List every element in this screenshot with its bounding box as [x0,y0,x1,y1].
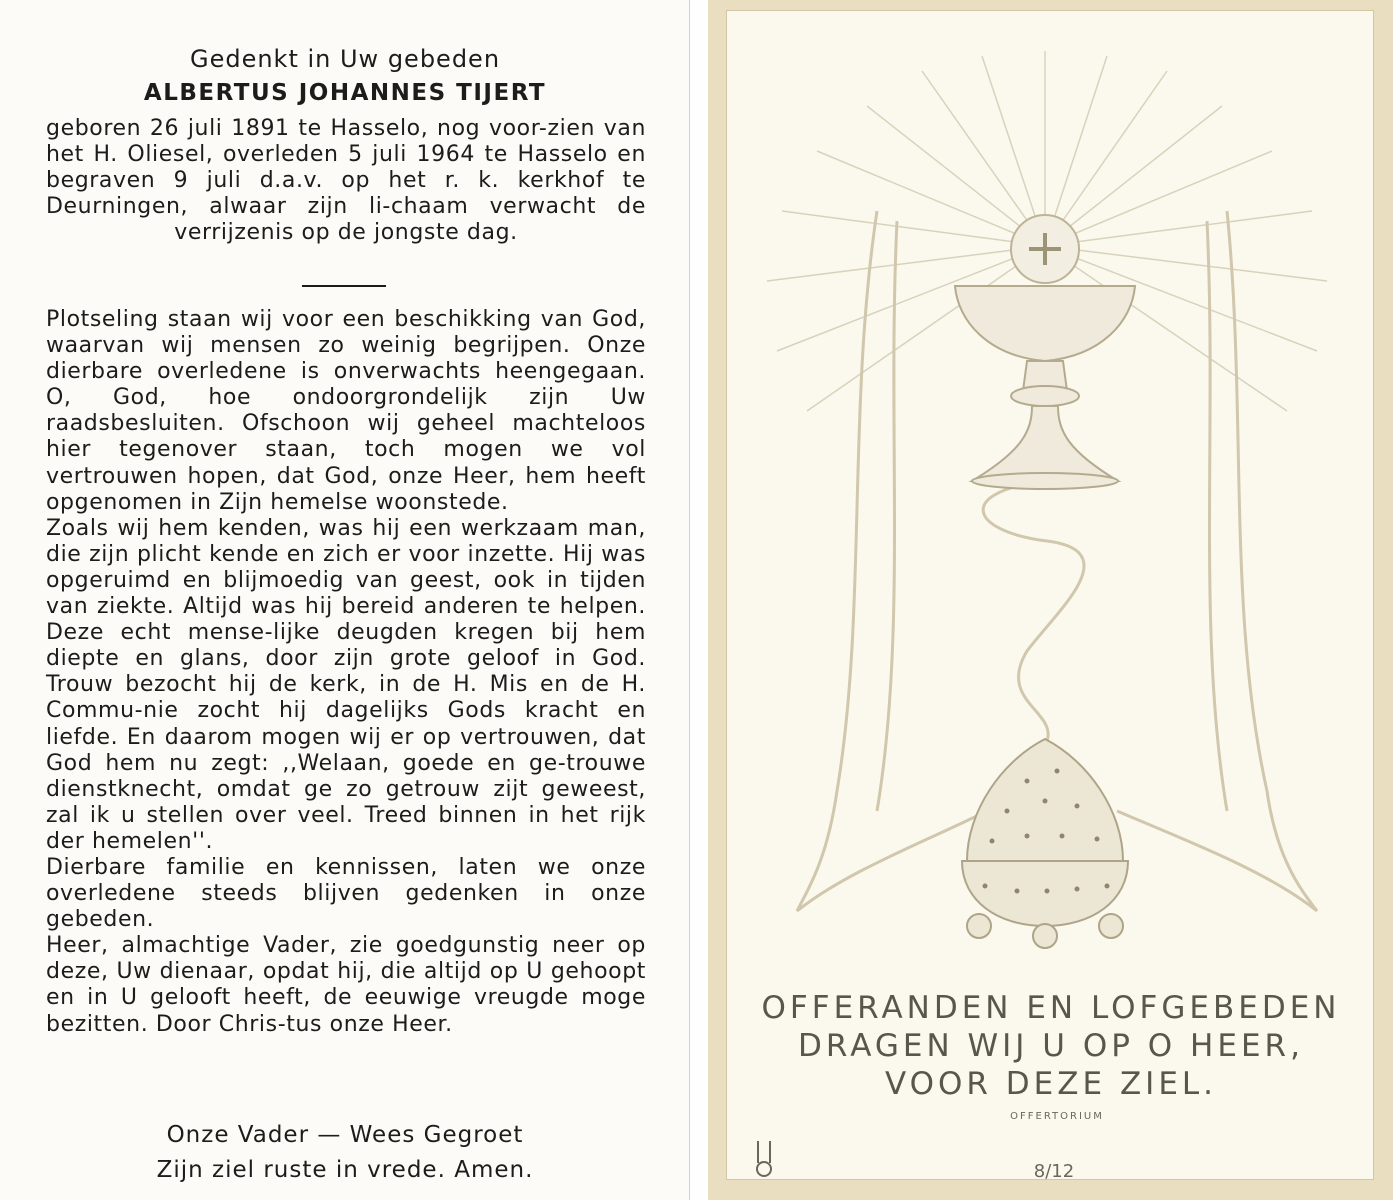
card-number: 8/12 [1033,1161,1075,1182]
biography: geboren 26 juli 1891 te Hasselo, nog voor-zien van het H. Oliesel, overleden 5 juli 1964 te Hasselo en begraven 9 juli d.a.v. op het r. k. kerkhof te Deurningen, alwaar zijn li-chaam verwacht de verrijzenis op de jongste dag. [46,116,646,245]
inscription-line: VOOR DEZE ZIEL. [884,1066,1218,1102]
inscription-source: OFFERTORIUM [1010,1111,1104,1122]
chalice-icon [955,286,1135,489]
eulogy-text [46,307,646,1038]
host-icon [1011,215,1079,283]
prayer-line-1: Onze Vader — Wees Gegroet [166,1122,524,1148]
censer-icon [962,739,1128,948]
eulogy-paragraph: Plotseling staan wij voor een beschikking van God, waarvan wij mensen zo weinig begrijpen. Onze dierbare overledene is onverwachts heengegaan. O, God, hoe ondoorgrondelijk zijn Uw raadsbesluiten. Ofschoon wij geheel machteloos hier tegenover staan, toch mogen we vol vertrouwen hopen, dat God, onze Heer, hem heeft opgenomen in Zijn hemelse woonstede. [46,307,646,515]
inscription-line: DRAGEN WIJ U OP O HEER, [798,1028,1304,1064]
artist-monogram-icon [752,1139,778,1179]
eulogy-paragraph: Dierbare familie en kennissen, laten we onze overledene steeds blijven gedenken in onze gebeden. [46,854,646,933]
card-gap [690,0,708,1200]
prayer-line-2: Zijn ziel ruste in vrede. Amen. [156,1157,534,1183]
chalice-illustration [727,11,1375,981]
inscription-line: OFFERANDEN EN LOFGEBEDEN [761,990,1341,1026]
eulogy-paragraph: Heer, almachtige Vader, zie goedgunstig neer op deze, Uw dienaar, opdat hij, die altijd op U gehoopt en in U gelooft heeft, de eeuwige vreugde moge bezitten. Door Chris-tus onze Heer. [46,933,646,1037]
memorial-card-text [0,0,690,1200]
deceased-name: ALBERTUS JOHANNES TIJERT [143,80,547,106]
eulogy-paragraph: Zoals wij hem kenden, was hij een werkzaam man, die zijn plicht kende en zich er voor inzette. Hij was opgeruimd en blijmoedig van geest, ook in tijden van ziekte. Altijd was hij bereid anderen te helpen. Deze echt mense-lijke deugden kregen bij hem diepte en glans, door zijn grote geloof in God. Trouw bezocht hij de kerk, in de H. Mis en de H. Commu-nie zocht hij dagelijks Gods kracht en liefde. En daarom mogen wij er op vertrouwen, dat God hem nu zegt: ,,Welaan, goede en ge-trouwe dienstknecht, omdat ge zo getrouw zijt geweest, zal ik u stellen over veel. Treed binnen in het rijk der hemelen''. [46,515,646,854]
card-heading: Gedenkt in Uw gebeden [189,45,501,73]
memorial-card-image [708,0,1393,1200]
inscription [727,989,1375,1103]
divider-rule [302,285,386,287]
image-panel [726,10,1374,1180]
